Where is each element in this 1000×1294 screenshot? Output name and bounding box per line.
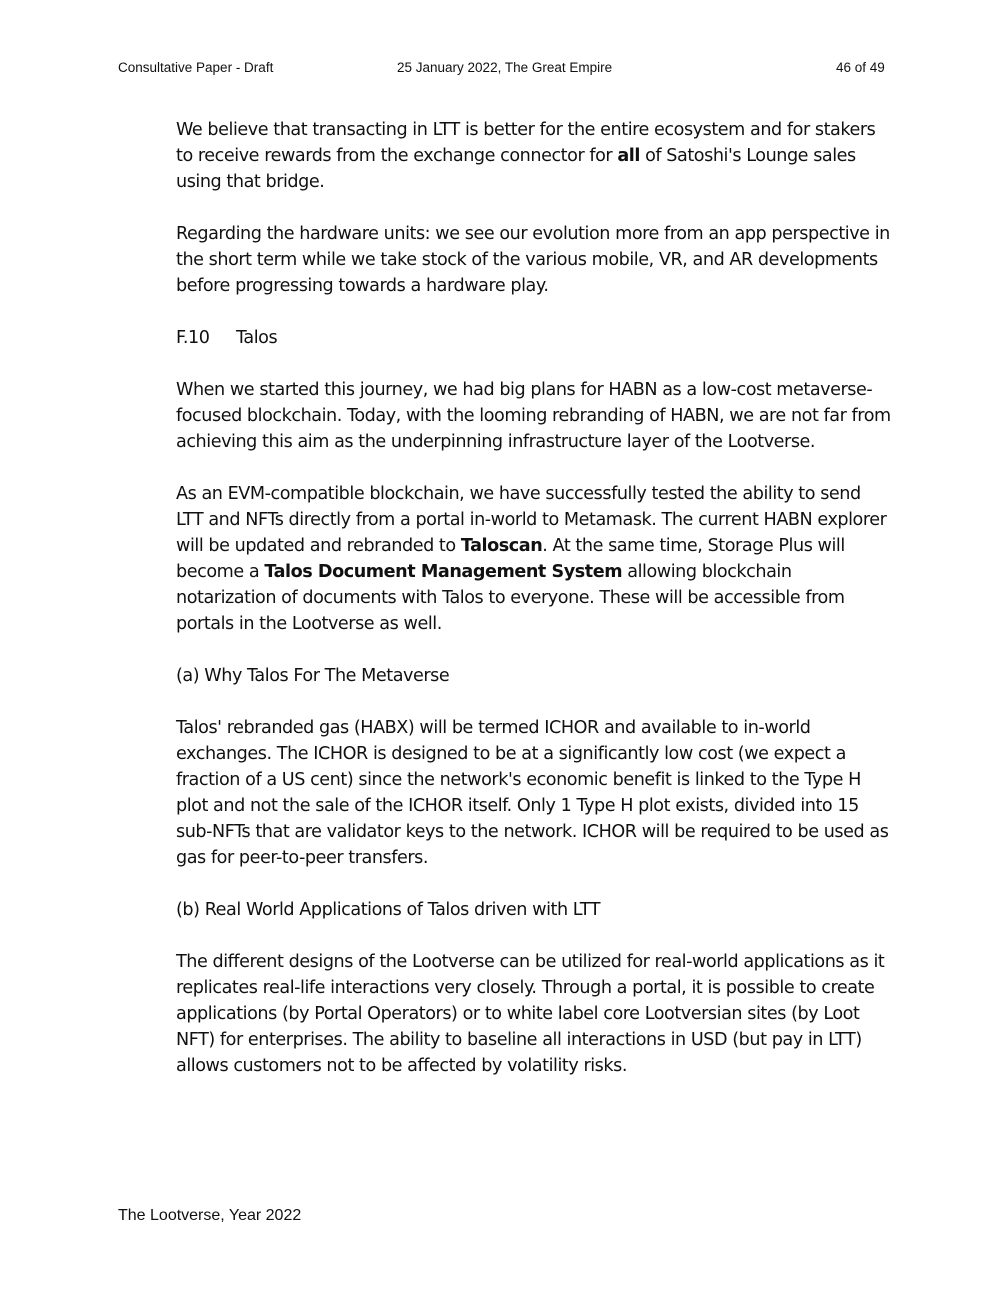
paragraph-hardware-units: Regarding the hardware units: we see our evolution more from an app perspective in the short term while we take stock of the various mobile, VR, and AR developments before progressing towards a hardware play.: [176, 224, 890, 296]
paragraph-text: of Satoshi's Lounge sales using that bridge.: [176, 146, 856, 192]
subheading-why-talos: (a) Why Talos For The Metaverse: [176, 666, 450, 686]
header-date-location: 25 January 2022, The Great Empire: [397, 60, 613, 75]
paragraph-ltt-transacting: [176, 117, 891, 195]
paragraph-text: We believe that transacting in LTT is better for the entire ecosystem and for stakers to receive rewards from the exchange connector for: [176, 120, 876, 166]
section-heading: [176, 325, 891, 351]
section-title: Talos: [236, 328, 278, 348]
footer-text: The Lootverse, Year 2022: [118, 1207, 302, 1224]
paragraph-text: As an EVM-compatible blockchain, we have successfully tested the ability to send LTT and NFTs directly from a portal in-world to Metamask. The current HABN explorer will be updated and rebranded to: [176, 484, 887, 556]
paragraph-text: allowing blockchain notarization of documents with Talos to everyone. These will be accessible from portals in the Lootverse as well.: [176, 562, 845, 634]
header-page-number: 46 of 49: [836, 60, 885, 75]
header-document-title: Consultative Paper - Draft: [118, 60, 274, 75]
emphasis-all: all: [617, 146, 640, 166]
paragraph-ichor-gas: Talos' rebranded gas (HABX) will be termed ICHOR and available to in-world exchanges. The ICHOR is designed to be at a significantly low cost (we expect a fraction of a US cent) since the network's economic benefit is linked to the Type H plot and not the sale of the ICHOR itself. Only 1 Type H plot exists, divided into 15 sub-NFTs that are validator keys to the network. ICHOR will be required to be used as gas for peer-to-peer transfers.: [176, 718, 889, 868]
subheading-real-world-applications: (b) Real World Applications of Talos driven with LTT: [176, 900, 601, 920]
paragraph-habn-journey: When we started this journey, we had big plans for HABN as a low-cost metaverse-focused blockchain. Today, with the looming rebranding of HABN, we are not far from achieving this aim as the underpinning infrastructure layer of the Lootverse.: [176, 380, 891, 452]
emphasis-taloscan: Taloscan: [460, 536, 543, 556]
paragraph-evm-compatible: [176, 481, 891, 637]
section-number: F.10: [176, 328, 210, 348]
page-body: [176, 117, 891, 1105]
emphasis-talos-dms: Talos Document Management System: [264, 562, 623, 582]
paragraph-lootverse-designs: The different designs of the Lootverse can be utilized for real-world applications as it replicates real-life interactions very closely. Through a portal, it is possible to create applications (by Portal Operators) or to white label core Lootversian sites (by Loot NFT) for enterprises. The ability to baseline all interactions in USD (but pay in LTT) allows customers not to be affected by volatility risks.: [176, 952, 885, 1076]
paragraph-text: . At the same time, Storage Plus will become a: [176, 536, 845, 582]
